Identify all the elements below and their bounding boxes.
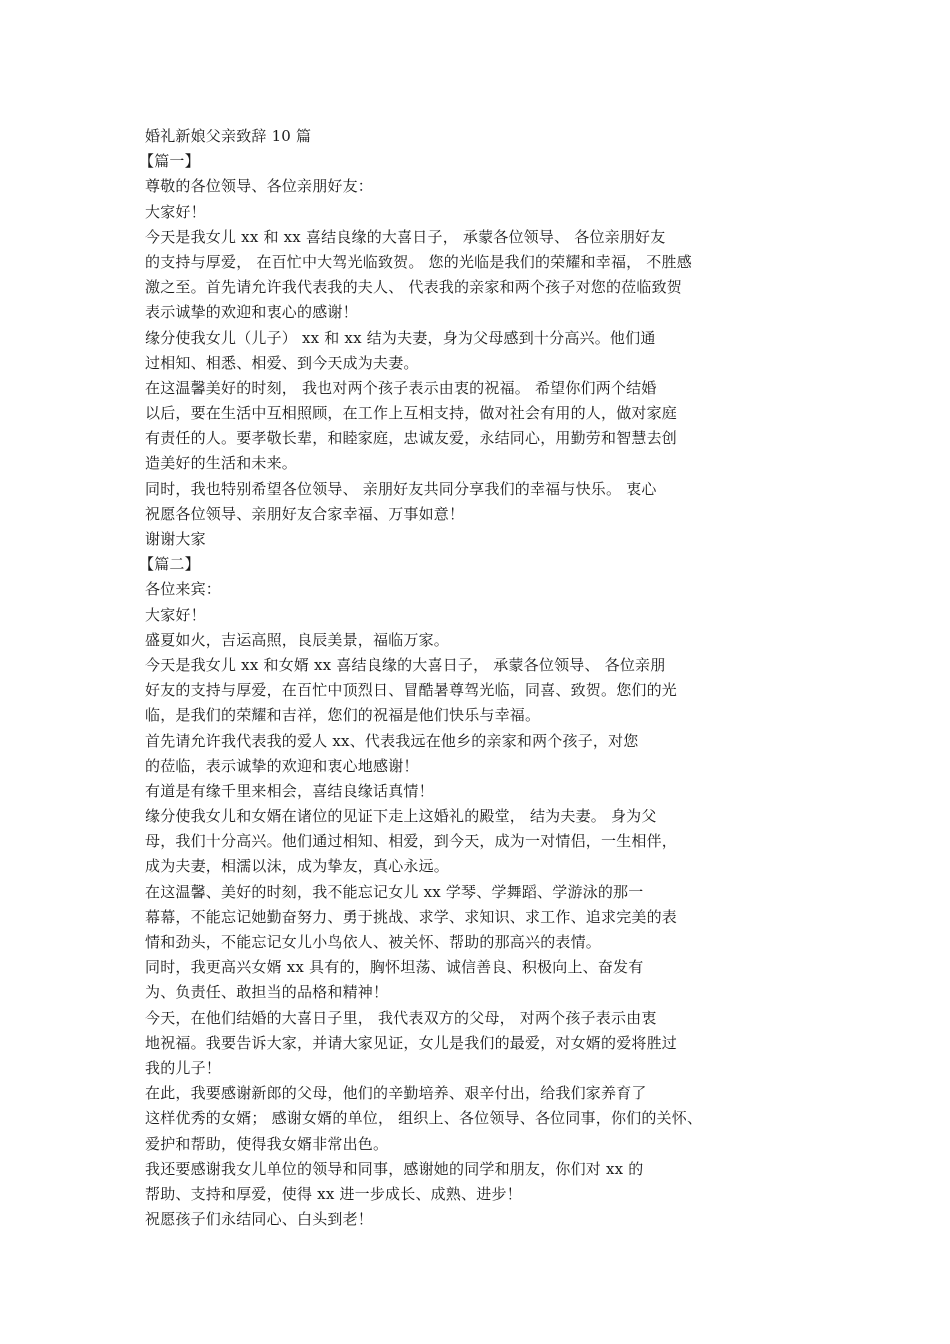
paragraph-line: 在这温馨美好的时刻， 我也对两个孩子表示由衷的祝福。 希望你们两个结婚 (145, 378, 657, 397)
paragraph-line: 帮助、支持和厚爱，使得 xx 进一步成长、成熟、进步！ (145, 1184, 522, 1203)
paragraph-line: 好友的支持与厚爱，在百忙中顶烈日、冒酷暑尊驾光临，同喜、致贺。您们的光 (145, 681, 678, 700)
paragraph-line: 各位来宾： (145, 580, 222, 599)
paragraph-line: 为、负责任、敢担当的品格和精神！ (145, 983, 389, 1002)
paragraph-line: 这样优秀的女婿； 感谢女婿的单位， 组织上、各位领导、各位同事，你们的关怀、 (145, 1109, 703, 1128)
paragraph-line: 在此，我要感谢新郎的父母，他们的辛勤培养、艰辛付出，给我们家养育了 (145, 1084, 647, 1103)
paragraph-line: 大家好！ (145, 605, 206, 624)
paragraph-line: 我还要感谢我女儿单位的领导和同事，感谢她的同学和朋友，你们对 xx 的 (145, 1159, 644, 1178)
paragraph-line: 有责任的人。要孝敬长辈，和睦家庭，忠诚友爱，永结同心，用勤劳和智慧去创 (145, 429, 678, 448)
paragraph-line: 尊敬的各位领导、各位亲朋好友： (145, 177, 374, 196)
paragraph-line: 激之至。首先请允许我代表我的夫人、 代表我的亲家和两个孩子对您的莅临致贺 (145, 278, 682, 297)
section-heading: 【篇二】 (139, 555, 200, 574)
paragraph-line: 首先请允许我代表我的爱人 xx、代表我远在他乡的亲家和两个孩子，对您 (145, 731, 639, 750)
section-heading: 【篇一】 (139, 152, 200, 171)
paragraph-line: 缘分使我女儿（儿子） xx 和 xx 结为夫妻，身为父母感到十分高兴。他们通 (145, 328, 656, 347)
paragraph-line: 的莅临，表示诚挚的欢迎和衷心地感谢！ (145, 756, 419, 775)
paragraph-line: 谢谢大家 (145, 530, 206, 548)
document-title: 婚礼新娘父亲致辞 10 篇 (145, 127, 312, 145)
paragraph-line: 造美好的生活和未来。 (145, 454, 298, 473)
paragraph-line: 同时，我也特别希望各位领导、 亲朋好友共同分享我们的幸福与快乐。 衷心 (145, 479, 657, 498)
paragraph-line: 临，是我们的荣耀和吉祥，您们的祝福是他们快乐与幸福。 (145, 706, 541, 725)
paragraph-line: 母，我们十分高兴。他们通过相知、相爱，到今天，成为一对情侣，一生相伴， (145, 832, 678, 851)
paragraph-line: 过相知、相悉、相爱、到今天成为夫妻。 (145, 353, 419, 372)
paragraph-line: 今天是我女儿 xx 和 xx 喜结良缘的大喜日子， 承蒙各位领导、 各位亲朋好友 (145, 227, 666, 246)
paragraph-line: 情和劲头，不能忘记女儿小鸟依人、被关怀、帮助的那高兴的表情。 (145, 933, 602, 951)
document-body (139, 124, 785, 1232)
paragraph-line: 祝愿孩子们永结同心、白头到老！ (145, 1210, 374, 1229)
document-text (139, 149, 785, 1232)
paragraph-line: 成为夫妻，相濡以沫，成为挚友，真心永远。 (145, 857, 450, 876)
paragraph-line: 我的儿子！ (145, 1058, 222, 1077)
paragraph-line: 缘分使我女儿和女婿在诸位的见证下走上这婚礼的殿堂， 结为夫妻。 身为父 (145, 807, 657, 826)
paragraph-line: 同时，我更高兴女婿 xx 具有的，胸怀坦荡、诚信善良、积极向上、奋发有 (145, 958, 644, 977)
paragraph-line: 有道是有缘千里来相会，喜结良缘话真情！ (145, 781, 434, 800)
paragraph-line: 祝愿各位领导、亲朋好友合家幸福、万事如意！ (145, 504, 465, 523)
paragraph-line: 在这温馨、美好的时刻，我不能忘记女儿 xx 学琴、学舞蹈、学游泳的那一 (145, 882, 644, 901)
paragraph-line: 的支持与厚爱， 在百忙中大驾光临致贺。 您的光临是我们的荣耀和幸福， 不胜感 (145, 252, 692, 271)
paragraph-line: 爱护和帮助，使得我女婿非常出色。 (145, 1134, 389, 1153)
paragraph-line: 地祝福。我要告诉大家，并请大家见证，女儿是我们的最爱，对女婿的爱将胜过 (145, 1033, 678, 1052)
paragraph-line: 今天是我女儿 xx 和女婿 xx 喜结良缘的大喜日子， 承蒙各位领导、 各位亲朋 (145, 655, 666, 674)
paragraph-line: 表示诚挚的欢迎和衷心的感谢！ (145, 303, 358, 322)
paragraph-line: 今天，在他们结婚的大喜日子里， 我代表双方的父母， 对两个孩子表示由衷 (145, 1008, 657, 1027)
paragraph-line: 以后，要在生活中互相照顾，在工作上互相支持，做对社会有用的人，做对家庭 (145, 404, 678, 423)
paragraph-line: 幕幕，不能忘记她勤奋努力、勇于挑战、求学、求知识、求工作、追求完美的表 (145, 907, 678, 926)
paragraph-line: 盛夏如火，吉运高照，良辰美景，福临万家。 (145, 630, 450, 649)
paragraph-line: 大家好！ (145, 202, 206, 221)
